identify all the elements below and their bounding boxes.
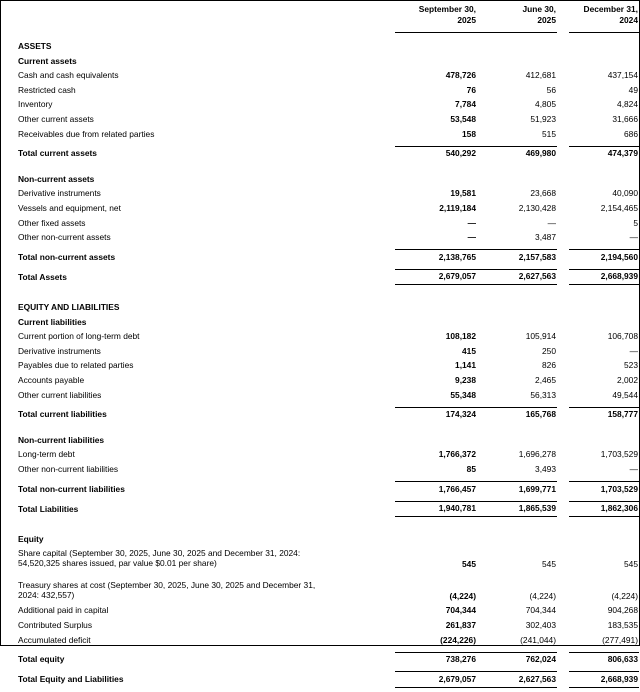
table-row [1, 83, 639, 98]
row-label: Accumulated deficit [18, 634, 91, 645]
total-value-col2: 165,768 [525, 409, 556, 420]
column-header-1-line2: 2025 [457, 14, 476, 25]
row-value-col3: 523 [624, 360, 638, 371]
table-row [1, 330, 639, 345]
row-value-col1: 19,581 [450, 188, 476, 199]
total-value-col3: 806,633 [607, 654, 638, 665]
table-row [1, 604, 639, 619]
subsection-heading-current-liabilities: Current liabilities [18, 316, 87, 327]
subsection-heading-current-assets: Current assets [18, 55, 77, 66]
section-heading-assets-row [1, 40, 639, 55]
section-heading-equity: Equity [18, 533, 44, 544]
row-value-col2: 250 [542, 345, 556, 356]
row-value-col1: (4,224) [449, 590, 476, 601]
row-value-col3: 4,824 [617, 99, 638, 110]
row-value-col1: 85 [466, 463, 476, 474]
total-value-col1: 174,324 [445, 409, 476, 420]
row-value-col1: 53,548 [450, 114, 476, 125]
row-value-col3: — [629, 463, 638, 474]
table-row [1, 448, 639, 463]
row-label: Derivative instruments [18, 188, 101, 199]
row-value-col2: 545 [542, 558, 556, 569]
total-value-col1: 2,138,765 [438, 251, 476, 262]
row-value-col2: 2,130,428 [518, 203, 556, 214]
grand-total-label: Total Liabilities [18, 503, 79, 514]
column-header-2-line1: June 30, [522, 4, 556, 14]
row-label: Long-term debt [18, 449, 75, 460]
subsection-heading-current-liabilities-row [1, 315, 639, 330]
section-heading-equity-row [1, 532, 639, 547]
row-value-col2: 23,668 [530, 188, 556, 199]
row-value-col2: — [547, 217, 556, 228]
row-value-col2: 3,493 [535, 463, 556, 474]
table-row [1, 579, 639, 604]
total-label: Total current assets [18, 148, 97, 159]
header-spacer [1, 1, 389, 28]
subsection-heading-current-assets-row [1, 54, 639, 69]
row-value-col3: 106,708 [607, 331, 638, 342]
table-row [1, 373, 639, 388]
row-value-col3: 40,090 [612, 188, 638, 199]
row-value-col1: 158 [462, 128, 476, 139]
row-label: Restricted cash [18, 84, 76, 95]
row-value-col3: 183,535 [607, 619, 638, 630]
total-value-col1: 540,292 [445, 148, 476, 159]
row-label: Cash and cash equivalents [18, 70, 119, 81]
total-value-col3: 2,194,560 [600, 251, 638, 262]
row-value-col3: (4,224) [611, 590, 638, 601]
grand-total-value-col2: 2,627,563 [518, 673, 556, 684]
row-value-col1: 478,726 [445, 70, 476, 81]
table-row [1, 127, 639, 142]
row-value-col2: 3,487 [535, 232, 556, 243]
subsection-heading-non-current-assets: Non-current assets [18, 173, 95, 184]
row-value-col1: 108,182 [445, 331, 476, 342]
row-value-col1: — [467, 232, 476, 243]
row-value-col2: 2,465 [535, 374, 556, 385]
total-value-col3: 158,777 [607, 409, 638, 420]
table-row [1, 69, 639, 84]
table-row [1, 633, 639, 648]
column-header-1-line1: September 30, [418, 4, 476, 14]
row-value-col1: 545 [462, 558, 476, 569]
row-label: Other non-current liabilities [18, 463, 119, 474]
subsection-heading-non-current-assets-row [1, 172, 639, 187]
row-value-col2: 826 [542, 360, 556, 371]
row-value-col1: 2,119,184 [439, 203, 476, 214]
table-row [1, 112, 639, 127]
column-header-3-line1: December 31, [583, 4, 638, 14]
table-row [1, 201, 639, 216]
row-value-col3: (277,491) [602, 634, 638, 645]
row-label: Vessels and equipment, net [18, 203, 121, 214]
row-label-line2: 2024: 432,557) [18, 590, 75, 601]
total-value-col2: 2,157,583 [518, 251, 556, 262]
row-label: Other current assets [18, 114, 94, 125]
row-value-col1: 76 [466, 84, 476, 95]
row-value-col3: 31,666 [612, 114, 638, 125]
row-value-col2: 105,914 [525, 331, 556, 342]
row-value-col3: 2,002 [617, 374, 638, 385]
total-label: Total non-current assets [18, 251, 116, 262]
section-heading-equity-and-liabilities: EQUITY AND LIABILITIES [18, 302, 120, 312]
row-value-col3: 5 [633, 217, 638, 228]
table-row [1, 187, 639, 202]
total-label: Total non-current liabilities [18, 483, 125, 494]
total-row [1, 250, 639, 265]
row-value-col3: 1,703,529 [600, 449, 638, 460]
grand-total-row [1, 672, 639, 688]
row-label: Other fixed assets [18, 217, 86, 228]
row-value-col1: (224,226) [440, 634, 476, 645]
row-value-col1: 704,344 [445, 605, 476, 616]
total-value-col2: 1,699,771 [518, 483, 556, 494]
row-value-col1: 1,766,372 [438, 449, 476, 460]
row-label: Other non-current assets [18, 232, 111, 243]
subsection-heading-non-current-liabilities-row [1, 433, 639, 448]
total-value-col2: 762,024 [525, 654, 556, 665]
grand-total-value-col2: 1,865,539 [518, 503, 556, 514]
row-label-treasury-shares [1, 579, 389, 604]
row-value-col3: 437,154 [607, 70, 638, 81]
total-value-col1: 1,766,457 [438, 483, 476, 494]
row-value-col3: — [629, 232, 638, 243]
row-value-col3: 545 [624, 558, 638, 569]
row-label-share-capital [1, 547, 389, 572]
row-value-col1: 9,238 [455, 374, 476, 385]
row-value-col3: — [629, 345, 638, 356]
column-header-1 [395, 1, 477, 28]
row-value-col1: 55,348 [450, 389, 476, 400]
grand-total-value-col3: 2,668,939 [600, 673, 638, 684]
row-value-col2: 51,923 [530, 114, 556, 125]
row-value-col2: 302,403 [525, 619, 556, 630]
row-label-line2: 54,520,325 shares issued, par value $0.01 per share) [18, 558, 217, 569]
table-row [1, 231, 639, 246]
grand-total-double-rule [1, 687, 639, 692]
row-value-col3: 49 [628, 84, 638, 95]
row-value-col2: 515 [542, 128, 556, 139]
grand-total-value-col3: 2,668,939 [600, 271, 638, 282]
row-label: Derivative instruments [18, 345, 101, 356]
row-value-col2: 56 [546, 84, 556, 95]
grand-total-value-col1: 2,679,057 [438, 673, 476, 684]
column-header-3-line2: 2024 [619, 14, 638, 25]
column-header-3 [569, 1, 639, 28]
total-value-col3: 1,703,529 [600, 483, 638, 494]
total-row [1, 407, 639, 422]
total-value-col3: 474,379 [607, 148, 638, 159]
balance-sheet-table [1, 1, 639, 692]
row-value-col2: 1,696,278 [518, 449, 556, 460]
table-row [1, 618, 639, 633]
section-heading-assets: ASSETS [18, 41, 52, 52]
row-value-col2: 56,313 [530, 389, 556, 400]
row-value-col2: (4,224) [529, 590, 556, 601]
row-value-col2: 4,805 [535, 99, 556, 110]
row-value-col3: 2,154,465 [600, 203, 638, 214]
table-row [1, 388, 639, 403]
row-value-col3: 904,268 [607, 605, 638, 616]
row-value-col1: — [467, 217, 476, 228]
table-row [1, 462, 639, 477]
total-row [1, 652, 639, 667]
total-value-col1: 738,276 [445, 654, 476, 665]
grand-total-value-col1: 1,940,781 [438, 503, 476, 514]
subsection-heading-non-current-liabilities: Non-current liabilities [18, 434, 105, 445]
row-value-col1: 1,141 [455, 360, 476, 371]
row-label: Other current liabilities [18, 389, 102, 400]
row-label: Receivables due from related parties [18, 128, 155, 139]
row-label: Additional paid in capital [18, 605, 109, 616]
total-label: Total current liabilities [18, 409, 107, 420]
grand-total-row [1, 269, 639, 285]
grand-total-value-col2: 2,627,563 [518, 271, 556, 282]
row-value-col2: (241,044) [520, 634, 556, 645]
row-label: Payables due to related parties [18, 360, 134, 371]
row-label: Current portion of long-term debt [18, 331, 140, 342]
total-label: Total equity [18, 654, 65, 665]
row-label: Inventory [18, 99, 53, 110]
row-value-col2: 412,681 [525, 70, 556, 81]
grand-total-label: Total Assets [18, 271, 67, 282]
row-label: Contributed Surplus [18, 619, 93, 630]
grand-total-label: Total Equity and Liabilities [18, 674, 124, 685]
row-value-col2: 704,344 [525, 605, 556, 616]
row-value-col3: 49,544 [612, 389, 638, 400]
section-heading-equity-and-liabilities-row [1, 300, 639, 315]
total-value-col2: 469,980 [525, 148, 556, 159]
row-value-col1: 415 [462, 345, 476, 356]
row-value-col1: 7,784 [455, 99, 476, 110]
table-row [1, 359, 639, 374]
grand-total-row [1, 501, 639, 517]
table-row [1, 98, 639, 113]
table-row [1, 344, 639, 359]
row-label-line1: Share capital (September 30, 2025, June 30, 2025 and December 31, 2024: [18, 548, 301, 559]
grand-total-value-col3: 1,862,306 [600, 503, 638, 514]
row-label-line1: Treasury shares at cost (September 30, 2025, June 30, 2025 and December 31, [18, 580, 316, 591]
total-row [1, 146, 639, 161]
total-row [1, 481, 639, 496]
column-header-2 [485, 1, 557, 28]
table-row [1, 547, 639, 572]
row-label: Accounts payable [18, 374, 85, 385]
grand-total-value-col1: 2,679,057 [438, 271, 476, 282]
row-value-col3: 686 [624, 128, 638, 139]
column-header-2-line2: 2025 [537, 14, 556, 25]
row-value-col1: 261,837 [445, 619, 476, 630]
table-row [1, 216, 639, 231]
column-header-row [1, 1, 639, 28]
